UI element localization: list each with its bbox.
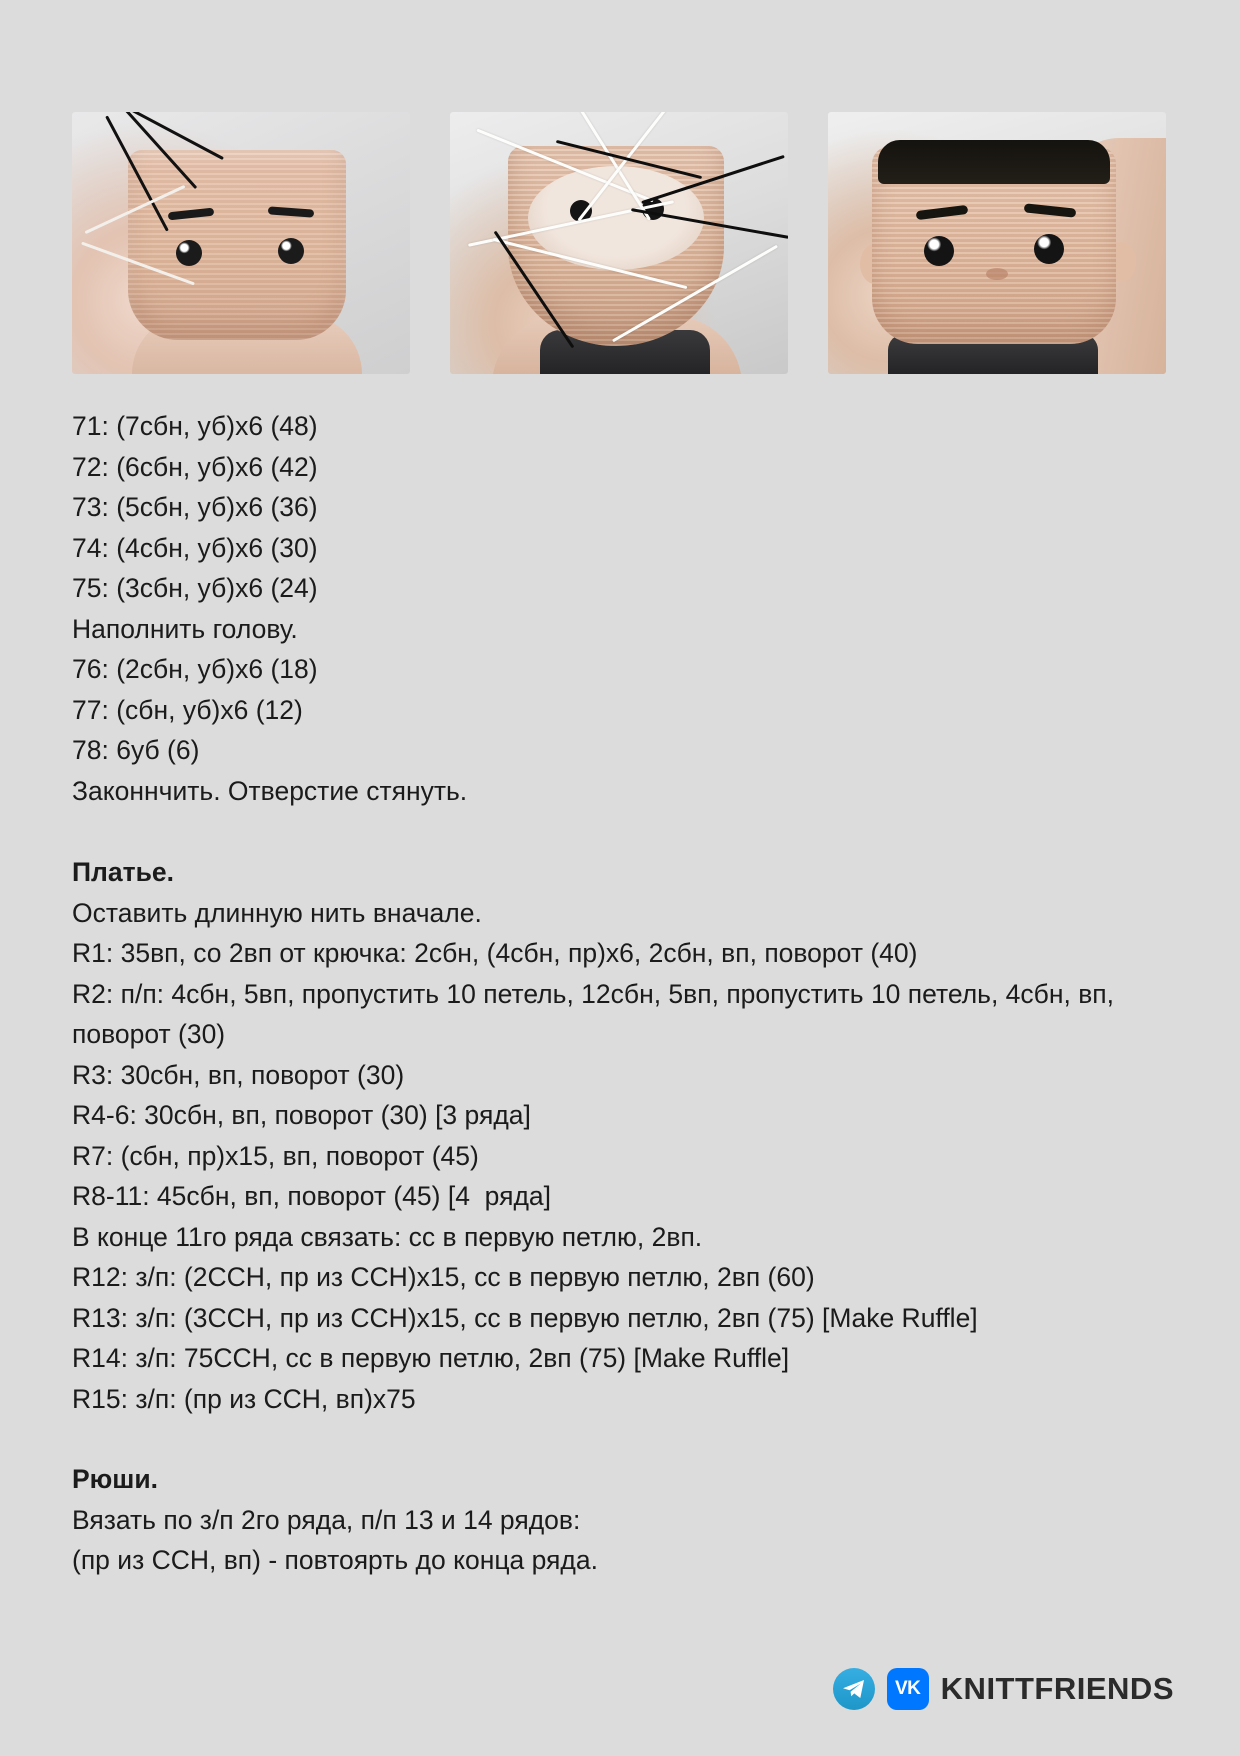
pattern-line: R13: з/п: (3ССН, пр из ССН)х15, сс в первую петлю, 2вп (75) [Make Ruffle] [72, 1302, 978, 1333]
pattern-line: R3: 30сбн, вп, поворот (30) [72, 1059, 405, 1090]
pattern-line: R7: (сбн, пр)х15, вп, поворот (45) [72, 1140, 479, 1171]
pattern-line: 75: (3сбн, уб)х6 (24) [72, 573, 318, 603]
section-heading-ruffles: Рюши. [72, 1464, 159, 1494]
pattern-line: 73: (5сбн, уб)х6 (36) [72, 492, 318, 522]
vk-icon[interactable]: VK [887, 1668, 929, 1710]
section-heading-dress: Платье. [72, 857, 174, 887]
telegram-icon[interactable] [833, 1668, 875, 1710]
pattern-line: 74: (4сбн, уб)х6 (30) [72, 532, 318, 563]
pattern-line: 76: (2сбн, уб)х6 (18) [72, 654, 318, 684]
paragraph-spacer [72, 1419, 1170, 1459]
pattern-line: R1: 35вп, со 2вп от крючка: 2сбн, (4сбн, пр)х6, 2сбн, вп, поворот (40) [72, 938, 918, 968]
nose [986, 268, 1008, 280]
pattern-line: R4-6: 30сбн, вп, поворот (30) [3 ряда] [72, 1100, 531, 1130]
pattern-line: R12: з/п: (2ССН, пр из ССН)х15, сс в первую петлю, 2вп (60) [72, 1262, 815, 1292]
eye-right [1034, 234, 1064, 264]
eye-left [924, 236, 954, 266]
photo-head-with-face-and-threads [72, 112, 410, 374]
pattern-line: R2: п/п: 4сбн, 5вп, пропустить 10 петель, 12сбн, 5вп, пропустить 10 петель, 4сбн, вп, поворот (30) [72, 978, 1122, 1049]
paragraph-spacer [72, 811, 1170, 852]
eye-left [176, 240, 202, 266]
pattern-line: 72: (6сбн, уб)х6 (42) [72, 451, 318, 482]
pattern-line: R14: з/п: 75ССН, сс в первую петлю, 2вп (75) [Make Ruffle] [72, 1343, 790, 1373]
pattern-line: Оставить длинную нить вначале. [72, 897, 482, 928]
photo-head-wrapped-with-white-threads [450, 112, 788, 374]
pattern-line: В конце 11го ряда связать: сс в первую петлю, 2вп. [72, 1221, 703, 1252]
pattern-line: 77: (сбн, уб)х6 (12) [72, 694, 303, 725]
brand-name: KNITTFRIENDS [940, 1671, 1174, 1706]
crochet-head [128, 150, 346, 340]
pattern-line: Вязать по з/п 2го ряда, п/п 13 и 14 рядов: [72, 1504, 581, 1535]
hair [878, 140, 1110, 184]
pattern-line: R8-11: 45сбн, вп, поворот (45) [4 ряда] [72, 1181, 552, 1211]
pattern-line: Законнчить. Отверстие стянуть. [72, 775, 468, 806]
pattern-line: Наполнить голову. [72, 613, 298, 644]
pattern-line: (пр из ССН, вп) - повтоярть до конца ряда. [72, 1545, 598, 1575]
pattern-line: 78: 6уб (6) [72, 735, 200, 765]
photo-row [72, 112, 1168, 374]
photo-finished-head-with-hair [828, 112, 1166, 374]
pattern-line: 71: (7сбн, уб)х6 (48) [72, 411, 318, 441]
pattern-text [72, 406, 1170, 1581]
eye-right [278, 238, 304, 264]
brand-footer [833, 1668, 1174, 1710]
pattern-line: R15: з/п: (пр из ССН, вп)х75 [72, 1383, 416, 1414]
